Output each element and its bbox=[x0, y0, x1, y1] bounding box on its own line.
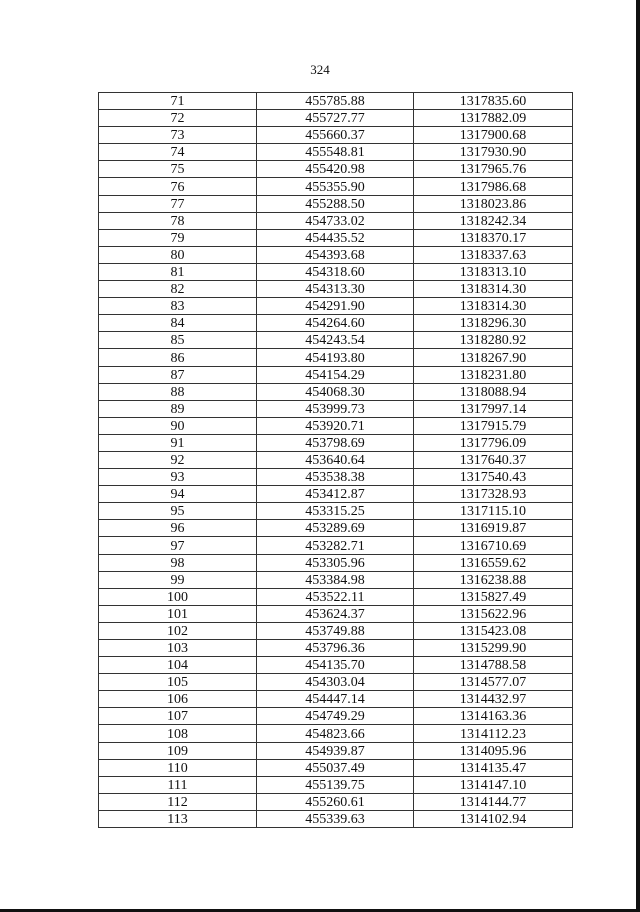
point-number-cell: 78 bbox=[99, 212, 257, 229]
point-number-cell: 94 bbox=[99, 486, 257, 503]
point-number-cell: 93 bbox=[99, 469, 257, 486]
y-coordinate-cell: 1318337.63 bbox=[414, 246, 573, 263]
y-coordinate-cell: 1316559.62 bbox=[414, 554, 573, 571]
point-number-cell: 106 bbox=[99, 691, 257, 708]
point-number-cell: 111 bbox=[99, 776, 257, 793]
point-number-cell: 71 bbox=[99, 93, 257, 110]
y-coordinate-cell: 1315622.96 bbox=[414, 605, 573, 622]
table-row bbox=[99, 776, 573, 793]
y-coordinate-cell: 1314102.94 bbox=[414, 810, 573, 827]
table-row bbox=[99, 486, 573, 503]
x-coordinate-cell: 453640.64 bbox=[257, 451, 414, 468]
table-row bbox=[99, 178, 573, 195]
point-number-cell: 104 bbox=[99, 657, 257, 674]
point-number-cell: 76 bbox=[99, 178, 257, 195]
x-coordinate-cell: 454447.14 bbox=[257, 691, 414, 708]
y-coordinate-cell: 1315423.08 bbox=[414, 622, 573, 639]
y-coordinate-cell: 1318314.30 bbox=[414, 298, 573, 315]
x-coordinate-cell: 453522.11 bbox=[257, 588, 414, 605]
point-number-cell: 80 bbox=[99, 246, 257, 263]
point-number-cell: 109 bbox=[99, 742, 257, 759]
table-row bbox=[99, 349, 573, 366]
y-coordinate-cell: 1314112.23 bbox=[414, 725, 573, 742]
point-number-cell: 84 bbox=[99, 315, 257, 332]
point-number-cell: 81 bbox=[99, 263, 257, 280]
x-coordinate-cell: 453796.36 bbox=[257, 640, 414, 657]
y-coordinate-cell: 1317915.79 bbox=[414, 417, 573, 434]
table-row bbox=[99, 759, 573, 776]
point-number-cell: 77 bbox=[99, 195, 257, 212]
y-coordinate-cell: 1317328.93 bbox=[414, 486, 573, 503]
point-number-cell: 100 bbox=[99, 588, 257, 605]
y-coordinate-cell: 1314144.77 bbox=[414, 793, 573, 810]
table-row bbox=[99, 520, 573, 537]
x-coordinate-cell: 453538.38 bbox=[257, 469, 414, 486]
page-number: 324 bbox=[310, 62, 330, 77]
point-number-cell: 79 bbox=[99, 229, 257, 246]
x-coordinate-cell: 455548.81 bbox=[257, 144, 414, 161]
y-coordinate-cell: 1317115.10 bbox=[414, 503, 573, 520]
y-coordinate-cell: 1318088.94 bbox=[414, 383, 573, 400]
y-coordinate-cell: 1318296.30 bbox=[414, 315, 573, 332]
table-row bbox=[99, 332, 573, 349]
x-coordinate-cell: 453412.87 bbox=[257, 486, 414, 503]
y-coordinate-cell: 1317986.68 bbox=[414, 178, 573, 195]
point-number-cell: 91 bbox=[99, 434, 257, 451]
table-row bbox=[99, 725, 573, 742]
x-coordinate-cell: 453282.71 bbox=[257, 537, 414, 554]
y-coordinate-cell: 1318242.34 bbox=[414, 212, 573, 229]
y-coordinate-cell: 1316919.87 bbox=[414, 520, 573, 537]
table-row bbox=[99, 127, 573, 144]
x-coordinate-cell: 454318.60 bbox=[257, 263, 414, 280]
x-coordinate-cell: 453999.73 bbox=[257, 400, 414, 417]
table-row bbox=[99, 469, 573, 486]
x-coordinate-cell: 453289.69 bbox=[257, 520, 414, 537]
table-row bbox=[99, 246, 573, 263]
x-coordinate-cell: 453624.37 bbox=[257, 605, 414, 622]
y-coordinate-cell: 1317640.37 bbox=[414, 451, 573, 468]
point-number-cell: 83 bbox=[99, 298, 257, 315]
y-coordinate-cell: 1314095.96 bbox=[414, 742, 573, 759]
table-row bbox=[99, 657, 573, 674]
x-coordinate-cell: 454068.30 bbox=[257, 383, 414, 400]
point-number-cell: 72 bbox=[99, 110, 257, 127]
y-coordinate-cell: 1314432.97 bbox=[414, 691, 573, 708]
y-coordinate-cell: 1318267.90 bbox=[414, 349, 573, 366]
table-row bbox=[99, 212, 573, 229]
table-row bbox=[99, 281, 573, 298]
point-number-cell: 110 bbox=[99, 759, 257, 776]
table-row bbox=[99, 571, 573, 588]
y-coordinate-cell: 1316238.88 bbox=[414, 571, 573, 588]
x-coordinate-cell: 454243.54 bbox=[257, 332, 414, 349]
x-coordinate-cell: 453384.98 bbox=[257, 571, 414, 588]
y-coordinate-cell: 1314147.10 bbox=[414, 776, 573, 793]
x-coordinate-cell: 455260.61 bbox=[257, 793, 414, 810]
table-row bbox=[99, 144, 573, 161]
y-coordinate-cell: 1317900.68 bbox=[414, 127, 573, 144]
table-row bbox=[99, 161, 573, 178]
table-row bbox=[99, 503, 573, 520]
point-number-cell: 108 bbox=[99, 725, 257, 742]
y-coordinate-cell: 1314577.07 bbox=[414, 674, 573, 691]
table-row bbox=[99, 554, 573, 571]
point-number-cell: 99 bbox=[99, 571, 257, 588]
x-coordinate-cell: 454193.80 bbox=[257, 349, 414, 366]
x-coordinate-cell: 454154.29 bbox=[257, 366, 414, 383]
table-row bbox=[99, 451, 573, 468]
x-coordinate-cell: 453798.69 bbox=[257, 434, 414, 451]
y-coordinate-cell: 1315827.49 bbox=[414, 588, 573, 605]
point-number-cell: 89 bbox=[99, 400, 257, 417]
y-coordinate-cell: 1314163.36 bbox=[414, 708, 573, 725]
x-coordinate-cell: 453749.88 bbox=[257, 622, 414, 639]
y-coordinate-cell: 1317965.76 bbox=[414, 161, 573, 178]
y-coordinate-cell: 1315299.90 bbox=[414, 640, 573, 657]
table-row bbox=[99, 195, 573, 212]
y-coordinate-cell: 1317930.90 bbox=[414, 144, 573, 161]
x-coordinate-cell: 455037.49 bbox=[257, 759, 414, 776]
x-coordinate-cell: 455355.90 bbox=[257, 178, 414, 195]
x-coordinate-cell: 454313.30 bbox=[257, 281, 414, 298]
table-row bbox=[99, 434, 573, 451]
table-row bbox=[99, 742, 573, 759]
point-number-cell: 101 bbox=[99, 605, 257, 622]
point-number-cell: 113 bbox=[99, 810, 257, 827]
point-number-cell: 107 bbox=[99, 708, 257, 725]
table-row bbox=[99, 691, 573, 708]
x-coordinate-cell: 455785.88 bbox=[257, 93, 414, 110]
point-number-cell: 82 bbox=[99, 281, 257, 298]
point-number-cell: 92 bbox=[99, 451, 257, 468]
scan-edge-right bbox=[636, 0, 640, 912]
y-coordinate-cell: 1318280.92 bbox=[414, 332, 573, 349]
table-row bbox=[99, 674, 573, 691]
table-row bbox=[99, 417, 573, 434]
coordinate-table bbox=[98, 92, 573, 828]
y-coordinate-cell: 1317882.09 bbox=[414, 110, 573, 127]
point-number-cell: 95 bbox=[99, 503, 257, 520]
table-row bbox=[99, 383, 573, 400]
table-row bbox=[99, 708, 573, 725]
point-number-cell: 75 bbox=[99, 161, 257, 178]
x-coordinate-cell: 454823.66 bbox=[257, 725, 414, 742]
table-row bbox=[99, 640, 573, 657]
y-coordinate-cell: 1316710.69 bbox=[414, 537, 573, 554]
point-number-cell: 73 bbox=[99, 127, 257, 144]
point-number-cell: 88 bbox=[99, 383, 257, 400]
x-coordinate-cell: 454291.90 bbox=[257, 298, 414, 315]
y-coordinate-cell: 1317540.43 bbox=[414, 469, 573, 486]
point-number-cell: 74 bbox=[99, 144, 257, 161]
point-number-cell: 97 bbox=[99, 537, 257, 554]
point-number-cell: 112 bbox=[99, 793, 257, 810]
x-coordinate-cell: 454393.68 bbox=[257, 246, 414, 263]
y-coordinate-cell: 1314135.47 bbox=[414, 759, 573, 776]
y-coordinate-cell: 1318370.17 bbox=[414, 229, 573, 246]
x-coordinate-cell: 454749.29 bbox=[257, 708, 414, 725]
point-number-cell: 86 bbox=[99, 349, 257, 366]
table-row bbox=[99, 298, 573, 315]
x-coordinate-cell: 453315.25 bbox=[257, 503, 414, 520]
y-coordinate-cell: 1314788.58 bbox=[414, 657, 573, 674]
table-row bbox=[99, 93, 573, 110]
table-row bbox=[99, 229, 573, 246]
table-row bbox=[99, 793, 573, 810]
x-coordinate-cell: 455339.63 bbox=[257, 810, 414, 827]
y-coordinate-cell: 1317796.09 bbox=[414, 434, 573, 451]
x-coordinate-cell: 454135.70 bbox=[257, 657, 414, 674]
table-row bbox=[99, 263, 573, 280]
y-coordinate-cell: 1317835.60 bbox=[414, 93, 573, 110]
y-coordinate-cell: 1318023.86 bbox=[414, 195, 573, 212]
point-number-cell: 96 bbox=[99, 520, 257, 537]
x-coordinate-cell: 454264.60 bbox=[257, 315, 414, 332]
point-number-cell: 90 bbox=[99, 417, 257, 434]
table-row bbox=[99, 110, 573, 127]
table-row bbox=[99, 537, 573, 554]
x-coordinate-cell: 455660.37 bbox=[257, 127, 414, 144]
point-number-cell: 103 bbox=[99, 640, 257, 657]
point-number-cell: 102 bbox=[99, 622, 257, 639]
y-coordinate-cell: 1318314.30 bbox=[414, 281, 573, 298]
table-row bbox=[99, 810, 573, 827]
x-coordinate-cell: 454435.52 bbox=[257, 229, 414, 246]
table-row bbox=[99, 315, 573, 332]
x-coordinate-cell: 454303.04 bbox=[257, 674, 414, 691]
x-coordinate-cell: 454733.02 bbox=[257, 212, 414, 229]
point-number-cell: 87 bbox=[99, 366, 257, 383]
x-coordinate-cell: 453305.96 bbox=[257, 554, 414, 571]
table-row bbox=[99, 366, 573, 383]
y-coordinate-cell: 1317997.14 bbox=[414, 400, 573, 417]
x-coordinate-cell: 455727.77 bbox=[257, 110, 414, 127]
x-coordinate-cell: 455139.75 bbox=[257, 776, 414, 793]
table-row bbox=[99, 588, 573, 605]
table-row bbox=[99, 605, 573, 622]
y-coordinate-cell: 1318313.10 bbox=[414, 263, 573, 280]
x-coordinate-cell: 453920.71 bbox=[257, 417, 414, 434]
table-row bbox=[99, 622, 573, 639]
coordinate-table-body bbox=[99, 93, 573, 828]
x-coordinate-cell: 455420.98 bbox=[257, 161, 414, 178]
x-coordinate-cell: 455288.50 bbox=[257, 195, 414, 212]
x-coordinate-cell: 454939.87 bbox=[257, 742, 414, 759]
table-row bbox=[99, 400, 573, 417]
point-number-cell: 105 bbox=[99, 674, 257, 691]
point-number-cell: 98 bbox=[99, 554, 257, 571]
y-coordinate-cell: 1318231.80 bbox=[414, 366, 573, 383]
point-number-cell: 85 bbox=[99, 332, 257, 349]
